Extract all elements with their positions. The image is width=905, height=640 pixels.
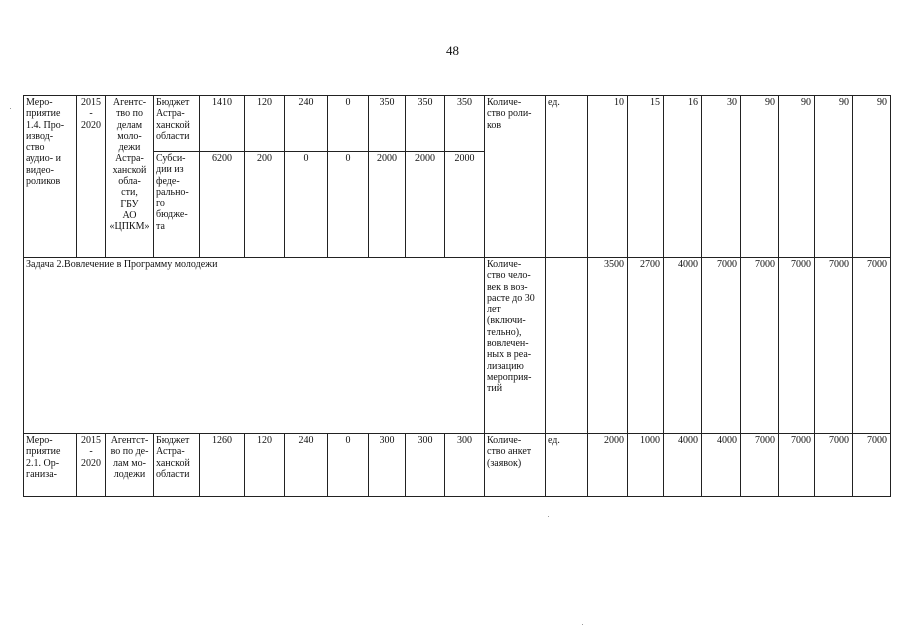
target-cell: 3500 [588, 258, 628, 434]
amount-cell: 240 [285, 434, 328, 497]
amount-cell: 2000 [406, 152, 445, 258]
target-cell: 7000 [853, 258, 891, 434]
target-cell: 90 [741, 96, 779, 258]
measure-1-4-name: Меро- приятие 1.4. Про- извод- ство аудио- и видео- роликов [24, 96, 77, 258]
target-cell: 7000 [702, 258, 741, 434]
target-cell: 2000 [588, 434, 628, 497]
target-cell: 7000 [815, 434, 853, 497]
target-cell: 7000 [741, 434, 779, 497]
target-cell: 4000 [702, 434, 741, 497]
measure-2-1-executor: Агентст- во по де- лам мо- лодежи [106, 434, 154, 497]
measure-2-1-name: Меро- приятие 2.1. Ор- ганиза- [24, 434, 77, 497]
target-cell: 2700 [628, 258, 664, 434]
amount-cell: 0 [328, 434, 369, 497]
task-2-title: Задача 2.Вовлечение в Программу молодежи [24, 258, 485, 434]
page-number: 48 [446, 43, 459, 58]
amount-cell: 1410 [200, 96, 245, 152]
measure-2-1-unit: ед. [546, 434, 588, 497]
amount-cell: 6200 [200, 152, 245, 258]
amount-cell: 300 [369, 434, 406, 497]
scan-speck [548, 516, 549, 517]
amount-cell: 0 [285, 152, 328, 258]
measure-1-4-row-regional [24, 96, 891, 152]
target-cell: 30 [702, 96, 741, 258]
task-2-indicator: Количе- ство чело- век в воз- расте до 30 лет (включи- тельно), вовлечен- ных в реа- лизацию мероприя- тий [485, 258, 546, 434]
measure-2-1-row [24, 434, 891, 497]
measure-1-4-years: 2015 - 2020 [77, 96, 106, 258]
amount-cell: 300 [445, 434, 485, 497]
target-cell: 10 [588, 96, 628, 258]
amount-cell: 350 [406, 96, 445, 152]
amount-cell: 120 [245, 96, 285, 152]
measure-2-1-source-regional: Бюджет Астра- ханской области [154, 434, 200, 497]
target-cell: 15 [628, 96, 664, 258]
scan-speck [582, 624, 583, 625]
target-cell: 4000 [664, 258, 702, 434]
target-cell: 90 [779, 96, 815, 258]
target-cell: 7000 [779, 258, 815, 434]
target-cell: 90 [853, 96, 891, 258]
measure-1-4-source-federal: Субси- дии из феде- рально- го бюдже- та [154, 152, 200, 258]
amount-cell: 350 [445, 96, 485, 152]
program-table [23, 95, 891, 497]
target-cell: 16 [664, 96, 702, 258]
task-2-row [24, 258, 891, 434]
amount-cell: 350 [369, 96, 406, 152]
measure-1-4-executor: Агентс- тво по делам моло- дежи Астра- ханской обла- сти, ГБУ АО «ЦПКМ» [106, 96, 154, 258]
measure-1-4-indicator: Количе- ство роли- ков [485, 96, 546, 258]
amount-cell: 240 [285, 96, 328, 152]
target-cell: 4000 [664, 434, 702, 497]
amount-cell: 120 [245, 434, 285, 497]
amount-cell: 0 [328, 96, 369, 152]
measure-2-1-indicator: Количе- ство анкет (заявок) [485, 434, 546, 497]
measure-2-1-years: 2015 - 2020 [77, 434, 106, 497]
measure-1-4-source-regional: Бюджет Астра- ханской области [154, 96, 200, 152]
amount-cell: 300 [406, 434, 445, 497]
target-cell: 7000 [815, 258, 853, 434]
target-cell: 7000 [853, 434, 891, 497]
amount-cell: 2000 [369, 152, 406, 258]
measure-1-4-unit: ед. [546, 96, 588, 258]
task-2-unit [546, 258, 588, 434]
amount-cell: 0 [328, 152, 369, 258]
amount-cell: 200 [245, 152, 285, 258]
scan-speck [10, 108, 11, 109]
target-cell: 7000 [741, 258, 779, 434]
target-cell: 90 [815, 96, 853, 258]
target-cell: 1000 [628, 434, 664, 497]
amount-cell: 2000 [445, 152, 485, 258]
target-cell: 7000 [779, 434, 815, 497]
amount-cell: 1260 [200, 434, 245, 497]
